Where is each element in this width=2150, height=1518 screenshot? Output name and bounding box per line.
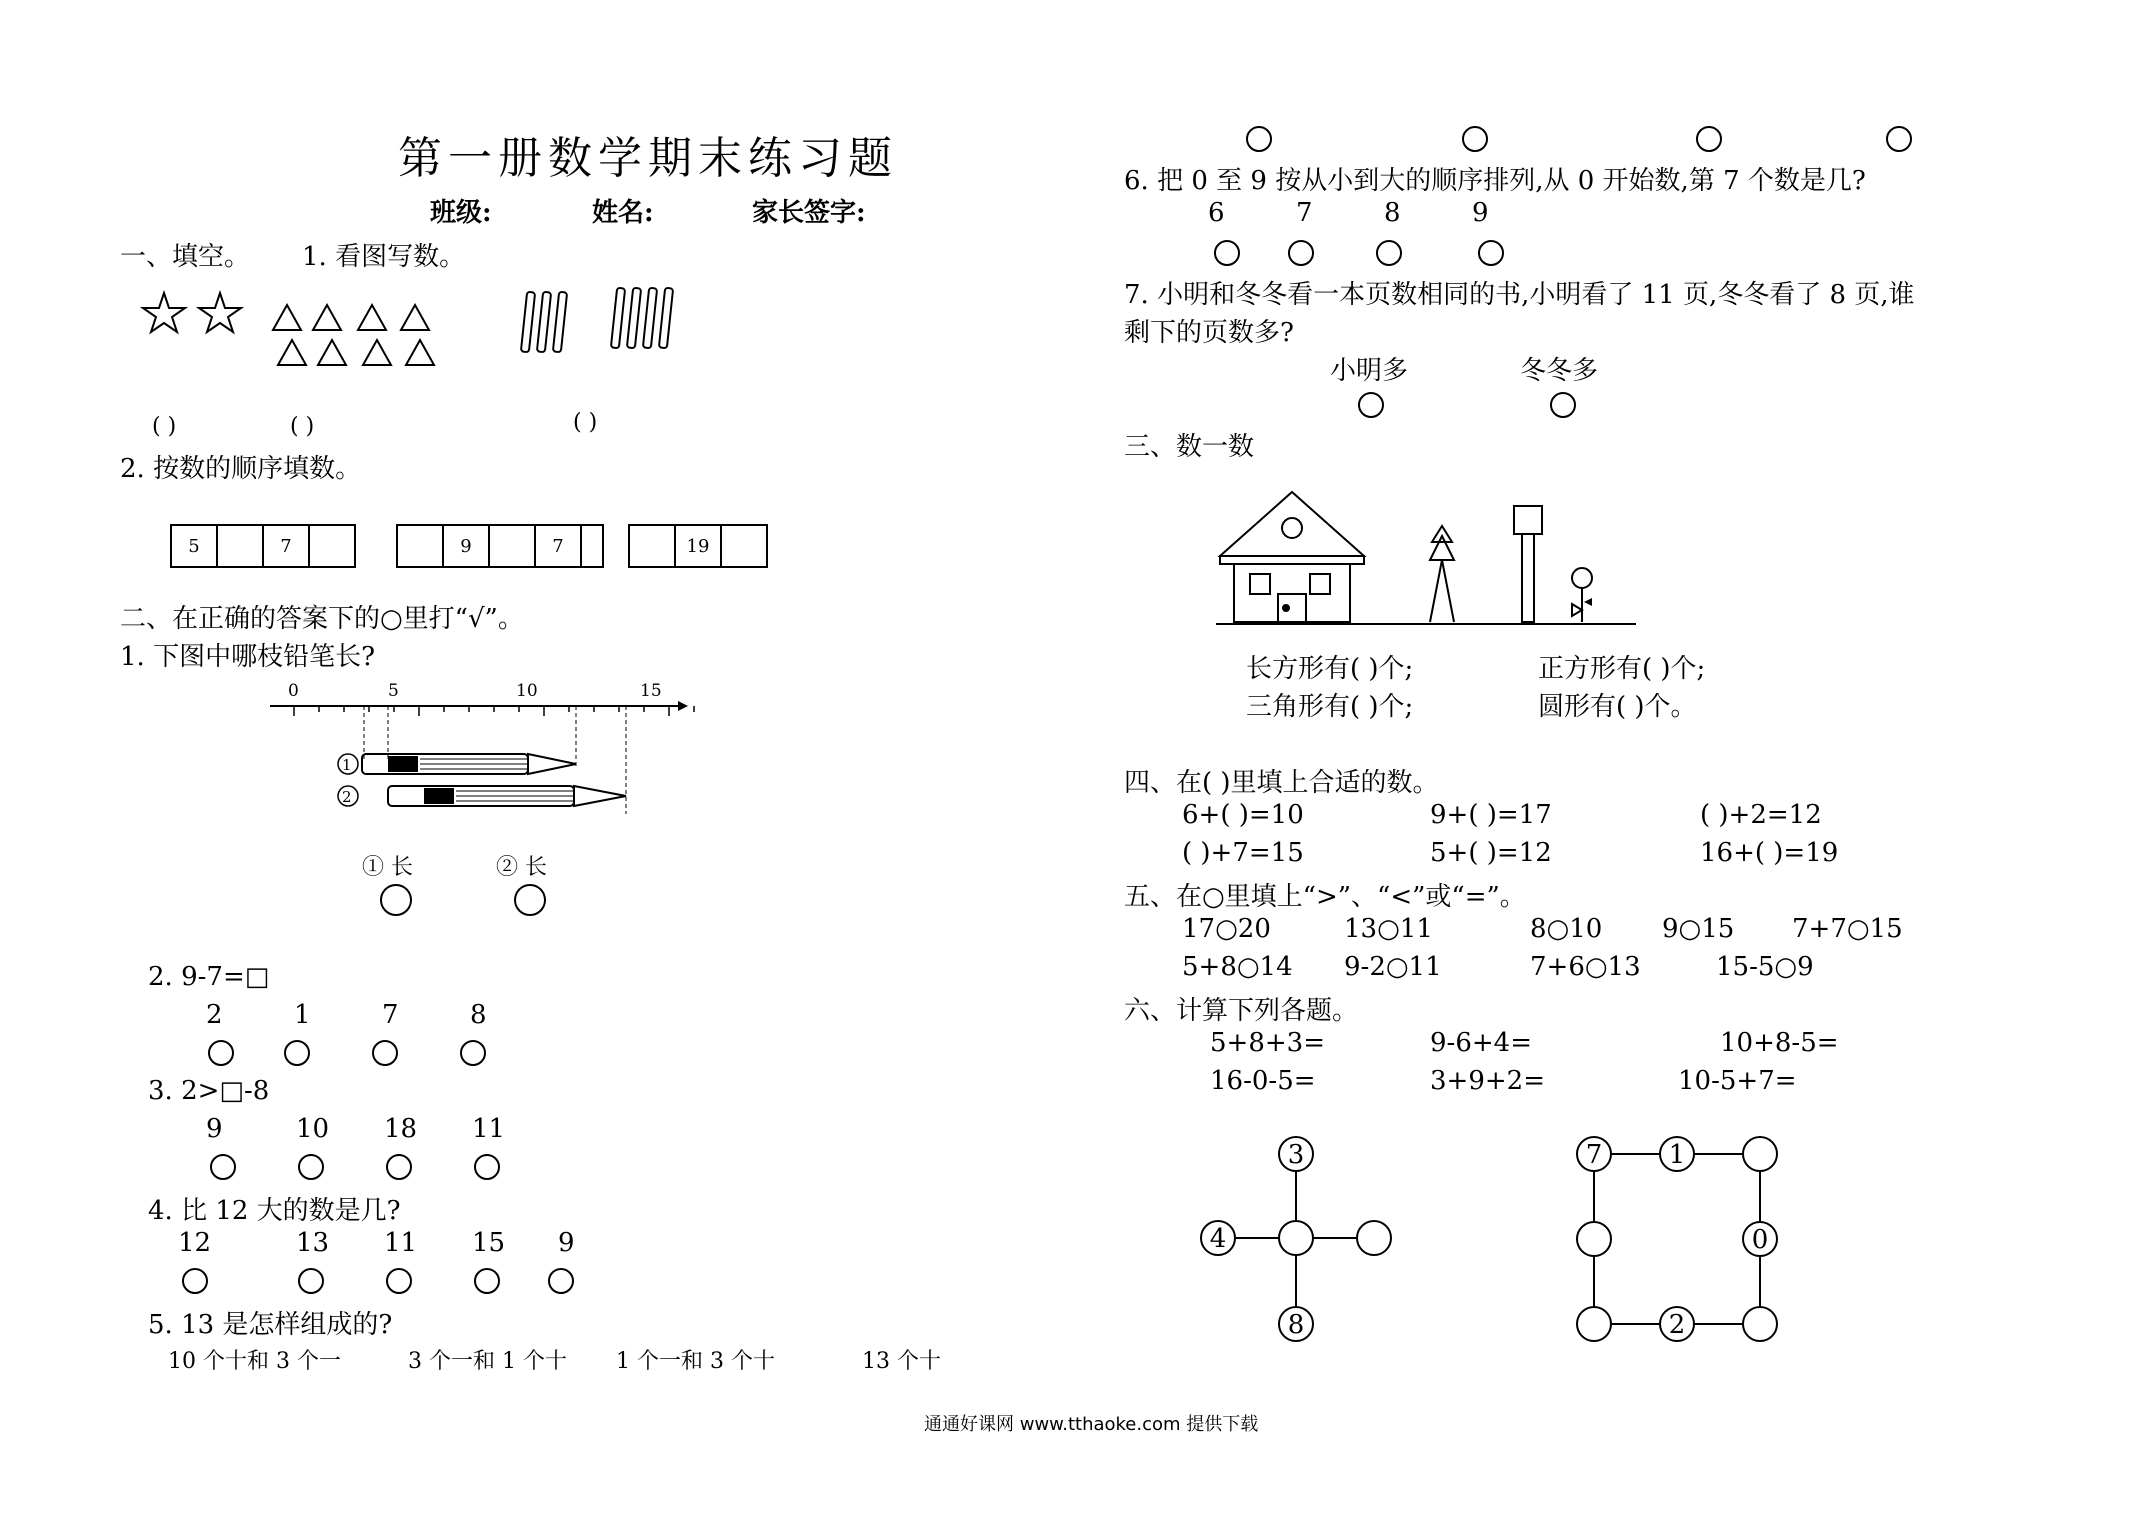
q5-circle[interactable] [1696, 126, 1722, 152]
q3-option: 10 [296, 1114, 330, 1144]
s1-q1: 1. 看图写数。 [302, 242, 466, 272]
rectangle-count: 长方形有( )个; [1246, 654, 1414, 684]
q2-option: 2 [206, 1000, 223, 1030]
fill-item: 6+( )=10 [1182, 800, 1304, 830]
triangle-count: 三角形有( )个; [1246, 692, 1414, 722]
q4-circle[interactable] [548, 1268, 574, 1294]
compare-item: 15-5○9 [1716, 952, 1814, 982]
cross-left-number: 4 [1209, 1224, 1227, 1254]
q4-option: 12 [178, 1228, 212, 1258]
fill-item: 9+( )=17 [1430, 800, 1552, 830]
compare-item: 5+8○14 [1182, 952, 1293, 982]
q6-option: 9 [1472, 198, 1489, 228]
q6-circle[interactable] [1478, 240, 1504, 266]
fill-item: ( )+7=15 [1182, 838, 1304, 868]
q6-option: 7 [1296, 198, 1313, 228]
pencil-1-answer-label: ① 长 [362, 855, 413, 880]
square-tm-number: 1 [1668, 1140, 1686, 1170]
seq-cell[interactable] [310, 526, 354, 566]
q5-option: 10 个十和 3 个一 [168, 1349, 341, 1374]
compare-item: 13○11 [1344, 914, 1433, 944]
q4-circle[interactable] [474, 1268, 500, 1294]
q4-option: 13 [296, 1228, 330, 1258]
q4-circle[interactable] [386, 1268, 412, 1294]
ruler-label: 5 [388, 681, 399, 701]
square-count: 正方形有( )个; [1538, 654, 1706, 684]
compare-item: 17○20 [1182, 914, 1271, 944]
s2-q5: 5. 13 是怎样组成的? [148, 1310, 393, 1340]
q5-circle[interactable] [1462, 126, 1488, 152]
q4-circle[interactable] [298, 1268, 324, 1294]
section-3-heading: 三、数一数 [1124, 432, 1255, 462]
section-2-heading: 二、在正确的答案下的○里打“√”。 [120, 604, 524, 634]
q6-option: 6 [1208, 198, 1225, 228]
compare-item: 9○15 [1662, 914, 1735, 944]
q7-option: 冬冬多 [1520, 356, 1599, 386]
q7-option: 小明多 [1330, 356, 1409, 386]
q2-circle[interactable] [372, 1040, 398, 1066]
s2-q2: 2. 9-7=□ [148, 962, 270, 992]
square-tl-number: 7 [1585, 1140, 1603, 1170]
seq-cell[interactable] [582, 526, 602, 566]
square-mr-number: 0 [1751, 1225, 1769, 1255]
ruler-label: 15 [640, 681, 662, 701]
calc-item: 5+8+3= [1210, 1028, 1325, 1058]
q4-circle[interactable] [182, 1268, 208, 1294]
q6-circle[interactable] [1214, 240, 1240, 266]
sticks-4-figure [608, 284, 688, 354]
cross-top-number: 3 [1287, 1140, 1305, 1170]
s2-q3: 3. 2>□-8 [148, 1076, 270, 1106]
square-bm-number: 2 [1668, 1310, 1686, 1340]
calc-item: 10+8-5= [1720, 1028, 1839, 1058]
q5-option: 13 个十 [862, 1349, 941, 1374]
sequence-row-2 [396, 524, 604, 568]
compare-item: 8○10 [1530, 914, 1603, 944]
q4-option: 11 [384, 1228, 418, 1258]
section-1-heading: 一、填空。 [120, 242, 251, 272]
seq-cell[interactable] [630, 526, 676, 566]
compare-item: 7+7○15 [1792, 914, 1903, 944]
q6-circle[interactable] [1376, 240, 1402, 266]
class-label: 班级: [430, 198, 492, 228]
calc-item: 3+9+2= [1430, 1066, 1545, 1096]
blank-stars: ( ) [152, 414, 177, 439]
calc-item: 9-6+4= [1430, 1028, 1532, 1058]
q5-option: 1 个一和 3 个十 [616, 1349, 775, 1374]
s2-q7-line1: 7. 小明和冬冬看一本页数相同的书,小明看了 11 页,冬冬看了 8 页,谁 [1124, 280, 1915, 310]
q6-circle[interactable] [1288, 240, 1314, 266]
parent-signature-label: 家长签字: [752, 198, 866, 228]
q7-circle[interactable] [1550, 392, 1576, 418]
seq-cell[interactable] [218, 526, 264, 566]
house-tower-figure [1216, 488, 1636, 638]
page-title: 第一册数学期末练习题 [398, 133, 898, 184]
fill-item: 5+( )=12 [1430, 838, 1552, 868]
q3-option: 11 [472, 1114, 506, 1144]
s2-q7-line2: 剩下的页数多? [1124, 318, 1294, 348]
section-4-heading: 四、在( )里填上合适的数。 [1124, 768, 1439, 798]
s2-q6: 6. 把 0 至 9 按从小到大的顺序排列,从 0 开始数,第 7 个数是几? [1124, 166, 1866, 196]
q2-circle[interactable] [460, 1040, 486, 1066]
section-6-heading: 六、计算下列各题。 [1124, 996, 1359, 1026]
q2-option: 1 [294, 1000, 311, 1030]
seq-cell[interactable]: 7 [536, 526, 582, 566]
ruler-pencils-figure [270, 676, 690, 826]
blank-sticks: ( ) [573, 410, 598, 435]
q4-option: 9 [558, 1228, 575, 1258]
sticks-3-figure [518, 288, 578, 358]
s2-q1: 1. 下图中哪枝铅笔长? [120, 642, 376, 672]
q7-circle[interactable] [1358, 392, 1384, 418]
svg-text:2: 2 [342, 788, 352, 806]
pencil-1-answer-circle[interactable] [380, 884, 412, 916]
compare-item: 7+6○13 [1530, 952, 1641, 982]
q5-circle[interactable] [1886, 126, 1912, 152]
ruler-label: 10 [516, 681, 538, 701]
q3-circle[interactable] [298, 1154, 324, 1180]
calc-item: 10-5+7= [1678, 1066, 1797, 1096]
footer-credit: 通通好课网 www.tthaoke.com 提供下载 [924, 1414, 1259, 1435]
blank-triangles: ( ) [290, 414, 315, 439]
svg-text:1: 1 [342, 756, 352, 774]
fill-item: ( )+2=12 [1700, 800, 1822, 830]
triangles-figure [272, 302, 442, 372]
q2-option: 7 [382, 1000, 399, 1030]
seq-cell[interactable] [398, 526, 444, 566]
cross-bottom-number: 8 [1287, 1310, 1305, 1340]
ruler-label: 0 [288, 681, 299, 701]
q3-option: 9 [206, 1114, 223, 1144]
q3-option: 18 [384, 1114, 418, 1144]
name-label: 姓名: [592, 198, 654, 228]
sequence-row-1 [170, 524, 356, 568]
pencil-2-answer-circle[interactable] [514, 884, 546, 916]
q3-circle[interactable] [474, 1154, 500, 1180]
cross-puzzle [1196, 1130, 1396, 1350]
q2-circle[interactable] [284, 1040, 310, 1066]
q5-circle[interactable] [1246, 126, 1272, 152]
seq-cell[interactable] [490, 526, 536, 566]
calc-item: 16-0-5= [1210, 1066, 1316, 1096]
seq-cell[interactable] [722, 526, 766, 566]
compare-item: 9-2○11 [1344, 952, 1442, 982]
fill-item: 16+( )=19 [1700, 838, 1839, 868]
q6-option: 8 [1384, 198, 1401, 228]
circle-count: 圆形有( )个。 [1538, 692, 1697, 722]
stars-figure [140, 290, 250, 340]
q2-option: 8 [470, 1000, 487, 1030]
pencil-2-answer-label: ② 长 [496, 855, 547, 880]
section-5-heading: 五、在○里填上“>”、“<”或“=”。 [1124, 882, 1526, 912]
q3-circle[interactable] [210, 1154, 236, 1180]
seq-cell[interactable]: 5 [172, 526, 218, 566]
s2-q4: 4. 比 12 大的数是几? [148, 1196, 401, 1226]
seq-cell[interactable]: 9 [444, 526, 490, 566]
q5-option: 3 个一和 1 个十 [408, 1349, 567, 1374]
q3-circle[interactable] [386, 1154, 412, 1180]
seq-cell[interactable]: 19 [676, 526, 722, 566]
q2-circle[interactable] [208, 1040, 234, 1066]
seq-cell[interactable]: 7 [264, 526, 310, 566]
sequence-row-3 [628, 524, 768, 568]
q4-option: 15 [472, 1228, 506, 1258]
square-puzzle [1576, 1130, 1776, 1350]
s1-q2: 2. 按数的顺序填数。 [120, 454, 362, 484]
